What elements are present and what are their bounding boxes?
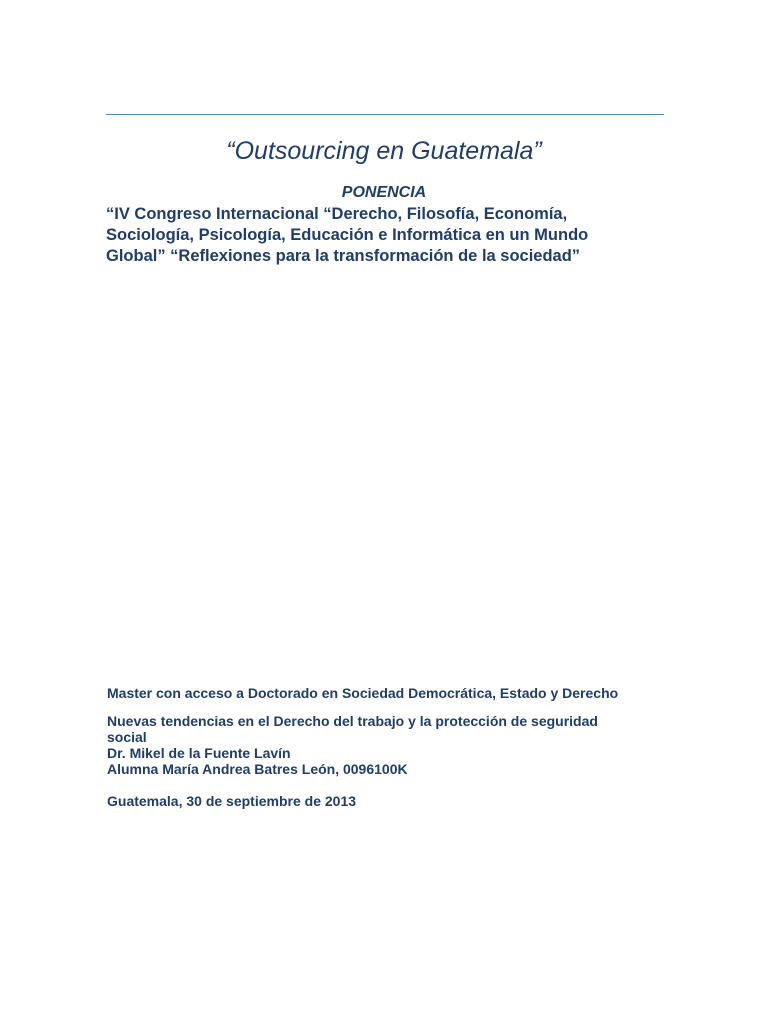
document-title: “Outsourcing en Guatemala” bbox=[226, 137, 542, 165]
master-program bbox=[107, 685, 667, 701]
congress-heading bbox=[106, 204, 666, 267]
course-title-line-1: Nuevas tendencias en el Derecho del trabajo y la protección de seguridad bbox=[107, 713, 598, 729]
congress-heading-line-3: Global” “Reflexiones para la transformación de la sociedad” bbox=[106, 247, 581, 265]
professor-name: Dr. Mikel de la Fuente Lavín bbox=[107, 745, 291, 761]
place-and-date-text: Guatemala, 30 de septiembre de 2013 bbox=[107, 793, 357, 809]
ponencia-label: PONENCIA bbox=[341, 184, 427, 201]
student-name: Alumna María Andrea Batres León, 0096100K bbox=[107, 761, 408, 777]
course-details bbox=[107, 713, 667, 777]
master-program-text: Master con acceso a Doctorado en Sociedad Democrática, Estado y Derecho bbox=[107, 685, 619, 701]
course-title-line-2: social bbox=[107, 729, 147, 745]
congress-heading-line-1: “IV Congreso Internacional “Derecho, Filosofía, Economía, bbox=[106, 205, 568, 223]
place-and-date bbox=[107, 793, 667, 809]
congress-heading-line-2: Sociología, Psicología, Educación e Informática en un Mundo bbox=[106, 226, 589, 244]
top-divider-line bbox=[106, 114, 664, 115]
